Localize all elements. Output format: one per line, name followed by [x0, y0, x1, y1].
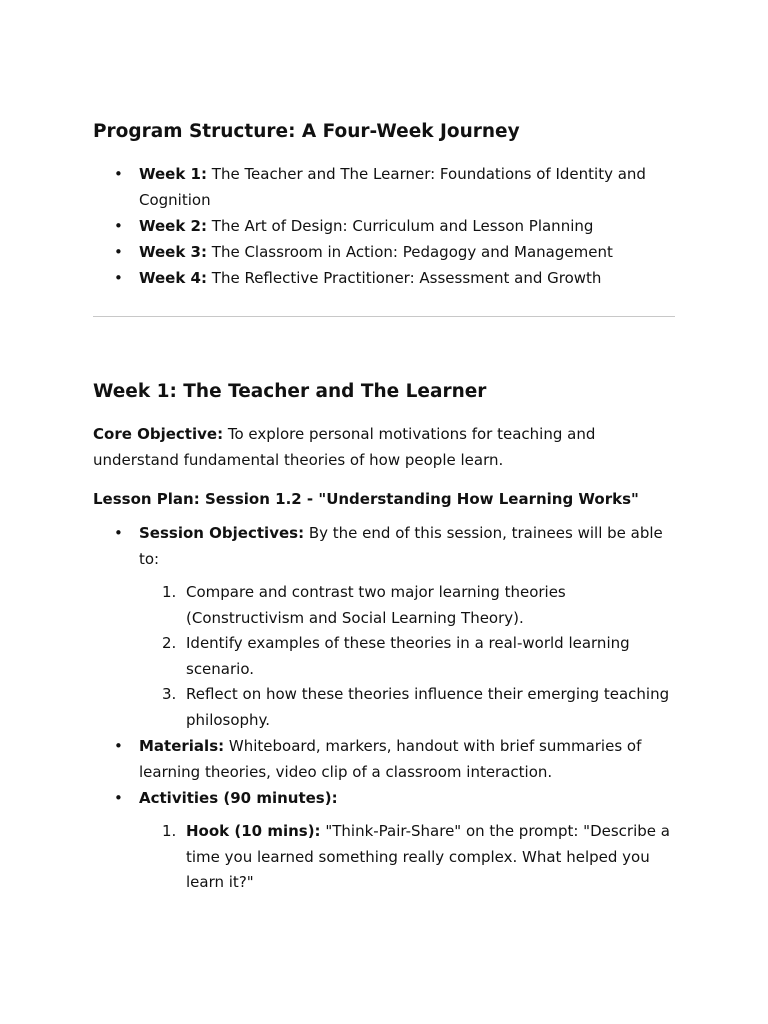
- core-objective: [93, 421, 675, 473]
- activities-label: Activities (90 minutes):: [139, 789, 338, 807]
- week-text: The Reflective Practitioner: Assessment and Growth: [211, 269, 602, 287]
- core-objective-label: Core Objective:: [93, 425, 224, 443]
- week-list-item: [93, 265, 675, 291]
- week-list-item: [93, 213, 675, 239]
- activity-label: Hook (10 mins):: [186, 822, 321, 840]
- document-content: [93, 119, 675, 896]
- week-list-item: [93, 161, 675, 213]
- session-objectives-label: Session Objectives:: [139, 524, 305, 542]
- section-divider: [93, 316, 675, 317]
- activity-item: [139, 819, 675, 896]
- objectives-list: [139, 580, 675, 733]
- week-label: Week 3:: [139, 243, 207, 261]
- week-label: Week 2:: [139, 217, 207, 235]
- activities-list: [139, 819, 675, 896]
- objective-item: [139, 580, 675, 631]
- week-text: The Classroom in Action: Pedagogy and Management: [211, 243, 613, 261]
- session-objectives-item: [93, 520, 675, 733]
- lesson-plan-list: [93, 520, 675, 896]
- program-structure-heading: Program Structure: A Four-Week Journey: [93, 121, 520, 142]
- week-text: The Art of Design: Curriculum and Lesson Planning: [211, 217, 594, 235]
- week-text: The Teacher and The Learner: Foundations of Identity and Cognition: [139, 165, 646, 209]
- activities-item: [93, 785, 675, 896]
- objective-item: [139, 631, 675, 682]
- week-label: Week 4:: [139, 269, 207, 287]
- objective-text: Reflect on how these theories influence their emerging teaching philosophy.: [186, 685, 670, 729]
- week1-heading: Week 1: The Teacher and The Learner: [93, 381, 487, 402]
- objective-item: [139, 682, 675, 733]
- objective-number: 2.: [162, 634, 177, 652]
- objective-text: Compare and contrast two major learning theories (Constructivism and Social Learning Theory).: [186, 583, 566, 627]
- materials-label: Materials:: [139, 737, 225, 755]
- week-label: Week 1:: [139, 165, 207, 183]
- materials-text: Whiteboard, markers, handout with brief summaries of learning theories, video clip of a classroom interaction.: [139, 737, 642, 781]
- materials-item: [93, 733, 675, 785]
- activity-text: "Think-Pair-Share" on the prompt: "Describe a time you learned something really complex. What helped you learn it?": [186, 822, 670, 891]
- objective-number: 1.: [162, 583, 177, 601]
- week-list: [93, 161, 675, 291]
- objective-text: Identify examples of these theories in a real-world learning scenario.: [186, 634, 630, 678]
- activity-number: 1.: [162, 822, 177, 840]
- lesson-plan-title: Lesson Plan: Session 1.2 - "Understanding How Learning Works": [93, 490, 639, 508]
- week-list-item: [93, 239, 675, 265]
- core-objective-text: To explore personal motivations for teaching and understand fundamental theories of how people learn.: [93, 425, 596, 469]
- session-objectives-text: By the end of this session, trainees will be able to:: [139, 524, 663, 568]
- objective-number: 3.: [162, 685, 177, 703]
